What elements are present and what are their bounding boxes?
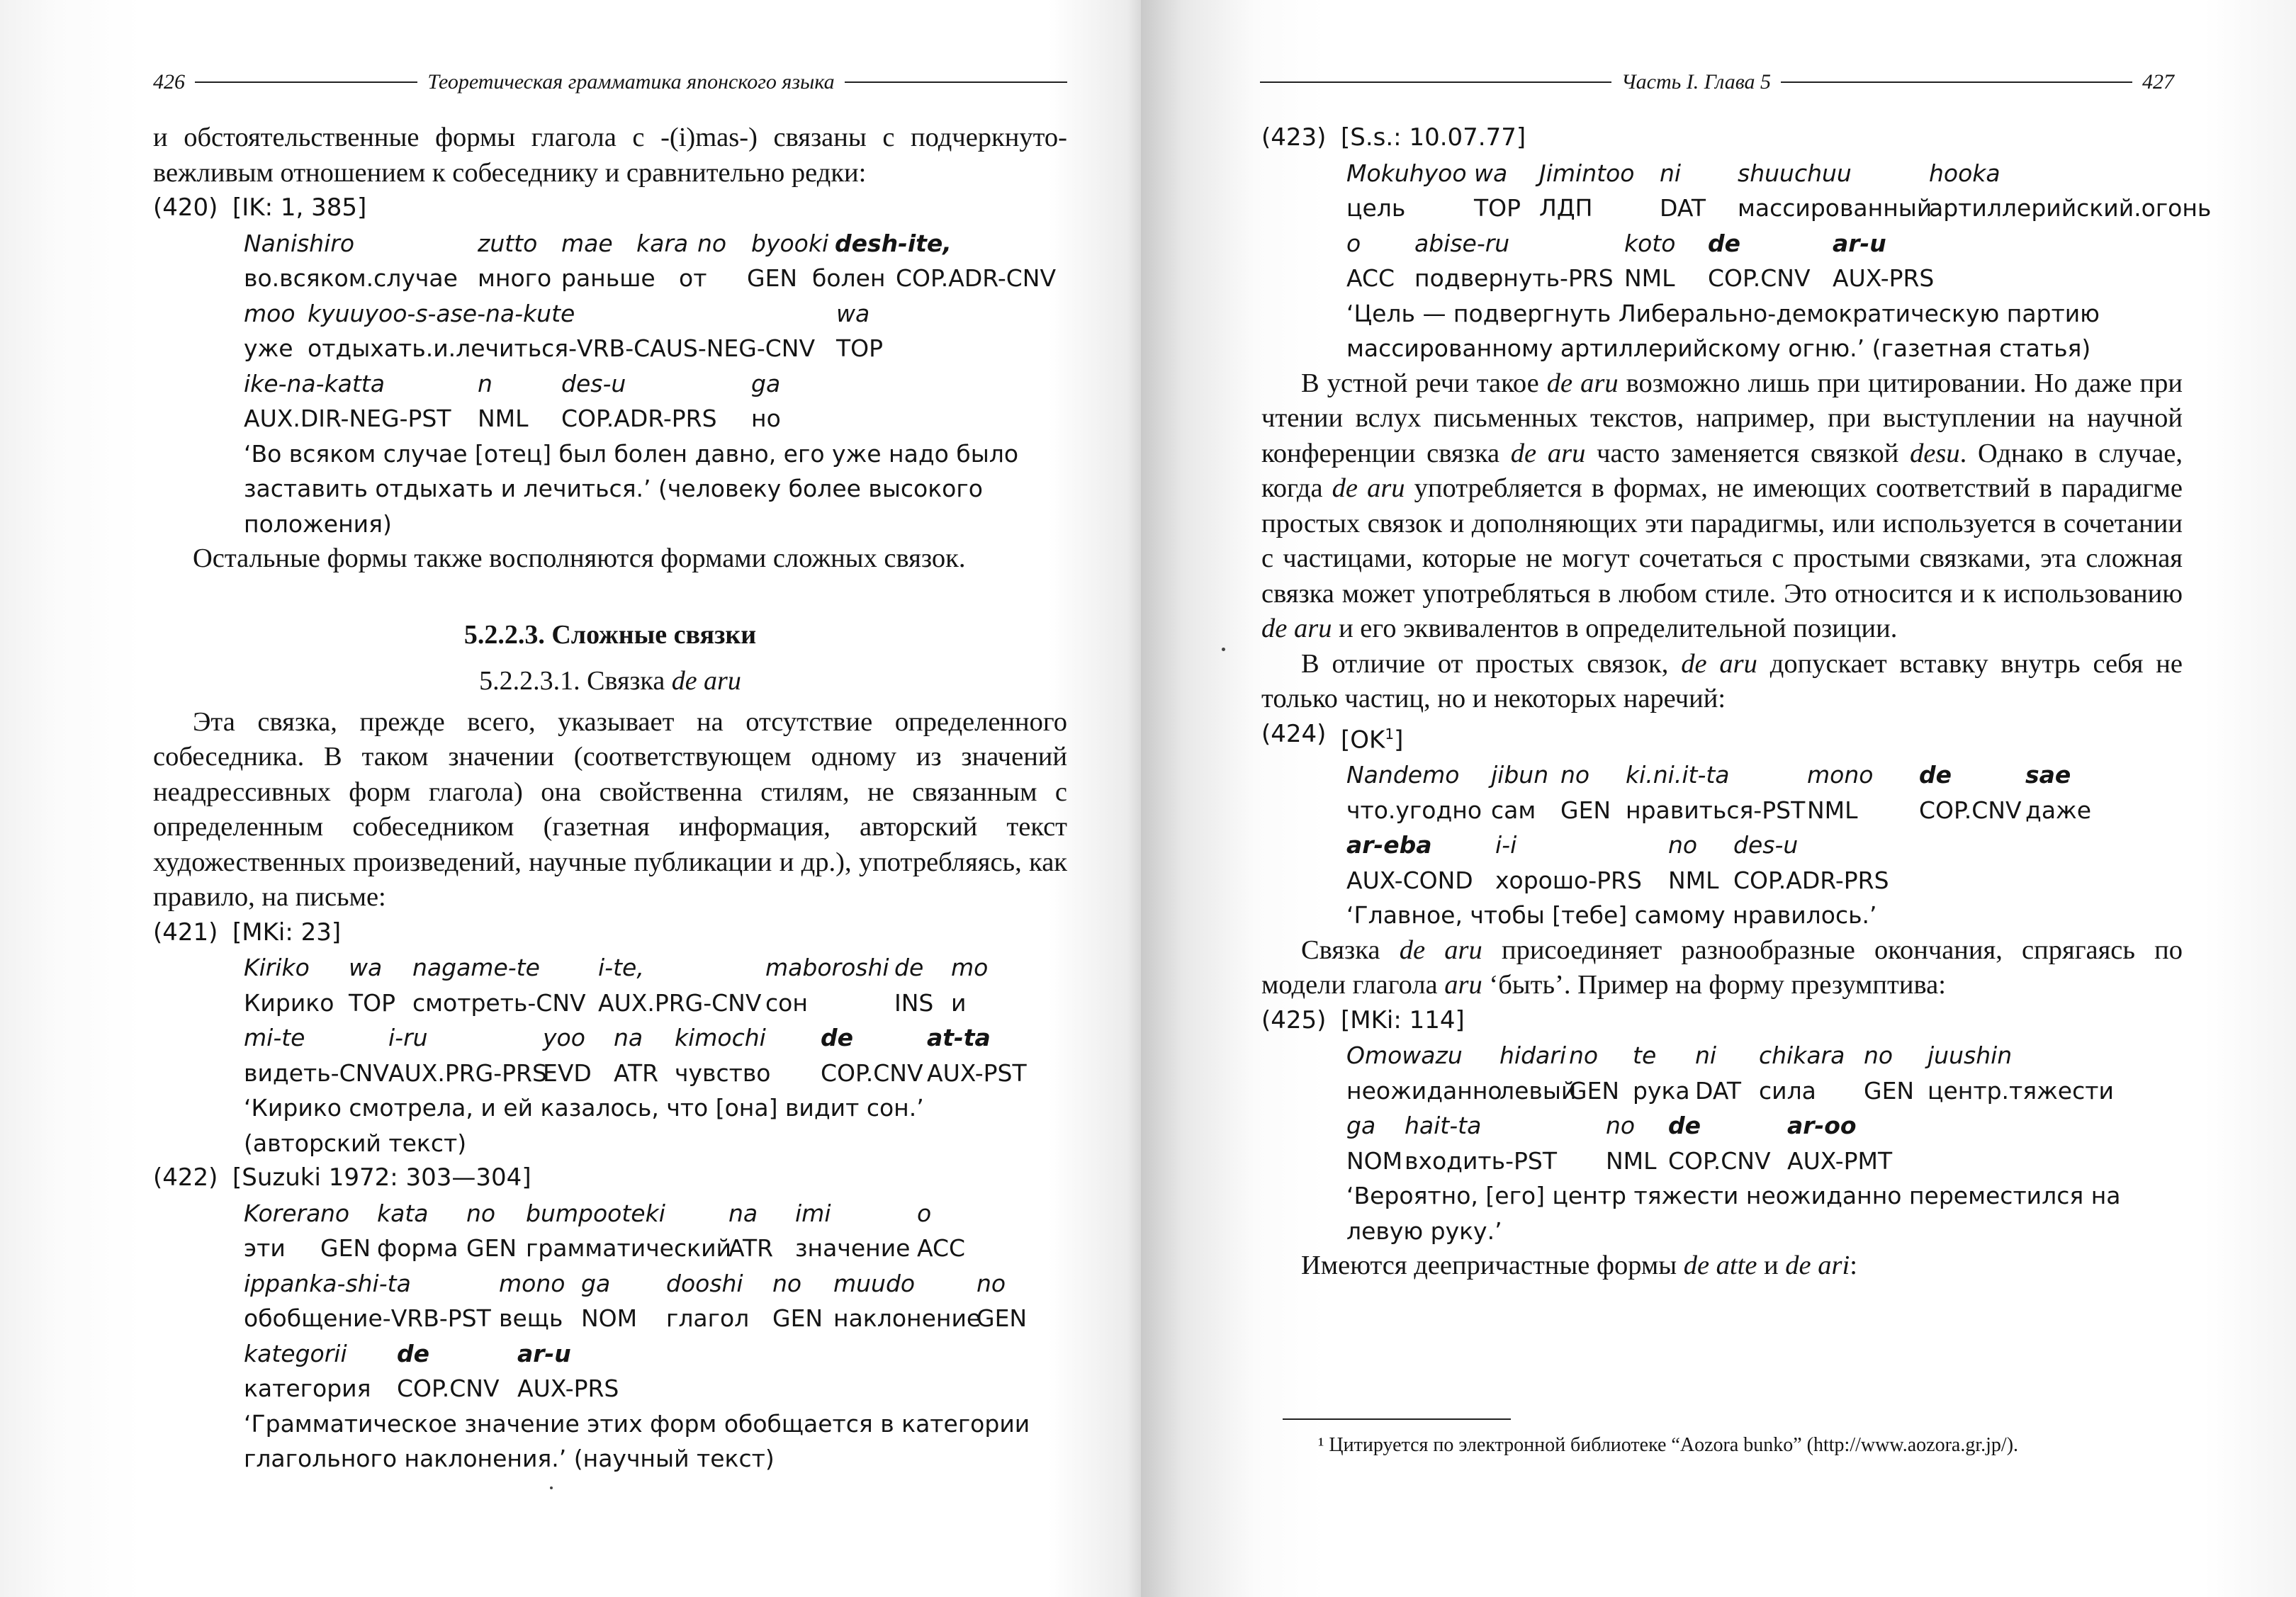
header-rule bbox=[1260, 81, 1611, 83]
gloss-line: цель TOP ЛДП DAT массированныйартиллерийский.огонь bbox=[1346, 194, 2212, 222]
header-rule bbox=[845, 81, 1067, 83]
running-title: Часть I. Глава 5 bbox=[1621, 70, 1772, 94]
running-header-right bbox=[1260, 68, 2174, 96]
example-number: (420) bbox=[153, 193, 218, 222]
scan-speck bbox=[1222, 648, 1225, 651]
translation: ‘Во всяком случае [отец] был болен давно, его уже надо было заставить отдыхать и лечиться.’ (человеку более высокого положения) bbox=[244, 439, 1019, 538]
gloss-line: ippanka-shi-ta mono ga dooshi no muudo no bbox=[244, 1269, 1006, 1297]
section-heading: 5.2.2.3. Сложные связки bbox=[463, 619, 757, 650]
paragraph: В отличие от простых связок, de aru допускает вставку внутрь себя не только частиц, но и некоторых наречий: bbox=[1261, 648, 2183, 713]
left-column bbox=[153, 120, 1067, 1477]
gloss-line: Mokuhyoo wa Jimintoo ni shuuchuu hooka bbox=[1346, 159, 2000, 187]
example-source: [IK: 1, 385] bbox=[232, 193, 367, 222]
paragraph: Связка de aru присоединяет разнообразные окончания, спрягаясь по модели глагола aru ‘быть’. Пример на форму презумптива: bbox=[1261, 935, 2183, 1000]
gloss-line: категория COP.CNV AUX-PRS bbox=[244, 1375, 619, 1402]
gloss-line: неожиданнолевыйGEN рука DAT сила GEN центр.тяжести bbox=[1346, 1076, 2114, 1105]
example-number: (425) bbox=[1261, 1005, 1327, 1034]
example-425 bbox=[1261, 1003, 2183, 1249]
gloss-line: ga hait-ta no de ar-oo bbox=[1346, 1112, 1857, 1140]
subsection-heading: 5.2.2.3.1. Связка de aru bbox=[479, 666, 741, 696]
gloss-line: Кирико TOP смотреть-CNV AUX.PRG-CNV сон INS и bbox=[244, 988, 967, 1017]
example-number: (424) bbox=[1261, 719, 1327, 748]
example-420 bbox=[153, 191, 1067, 541]
example-source: [MKi: 114] bbox=[1341, 1005, 1465, 1034]
gloss-line: во.всяком.случае много раньше от GEN болен COP.ADR-CNV bbox=[244, 264, 1057, 292]
gloss-line: эти GEN форма GEN грамматическийATR значение ACC bbox=[244, 1234, 966, 1262]
footnote: ¹ Цитируется по электронной библиотеке “Aozora bunko” (http://www.aozora.gr.jp/). bbox=[1318, 1434, 2019, 1456]
header-rule bbox=[1781, 81, 2132, 83]
running-title: Теоретическая грамматика японского языка bbox=[427, 70, 835, 94]
right-column bbox=[1261, 120, 2212, 1284]
translation: ‘Главное, чтобы [тебе] самому нравилось.’ bbox=[1346, 901, 1877, 930]
example-423 bbox=[1261, 120, 2212, 366]
example-421 bbox=[153, 915, 1067, 1161]
translation: ‘Кирико смотрела, и ей казалось, что [она] видит сон.’ (авторский текст) bbox=[244, 1094, 924, 1157]
translation: ‘Цель — подвергнуть Либерально-демократическую партию массированному артиллерийскому огню.’ (газетная статья) bbox=[1346, 299, 2100, 362]
gloss-line: уже отдыхать.и.лечиться-VRB-CAUS-NEG-CNV TOP bbox=[244, 334, 884, 362]
example-number: (422) bbox=[153, 1163, 218, 1192]
gloss-line: Nanishiro zutto mae kara no byooki desh-ite, bbox=[244, 229, 952, 257]
gloss-line: ike-na-katta n des-u ga bbox=[244, 369, 781, 397]
header-rule bbox=[195, 81, 417, 83]
page-number: 427 bbox=[2142, 70, 2174, 94]
paragraph: В устной речи такое de aru возможно лишь при цитировании. Но даже при чтении вслух письменных текстов, например, при выступлении на научной конференции связка de aru часто заменяется связкой desu. Однако в случае, когда de aru употребляется в формах, не имеющих соответствий в парадигме простых связок и дополняющих эти парадигмы, или используется в сочетании с частицами, которые не могут сочетаться с простыми связками, эта сложная связка может употребляться в любом стиле. Это относится и к использованию de aru и его эквивалентов в определительной позиции. bbox=[1261, 368, 2183, 643]
example-422 bbox=[153, 1161, 1067, 1477]
gloss-line: moo kyuuyoo-s-ase-na-kute wa bbox=[244, 299, 870, 327]
gloss-line: видеть-CNVAUX.PRG-PRSEVD ATR чувство COP.CNV AUX-PST bbox=[244, 1059, 1027, 1087]
page-number: 426 bbox=[153, 70, 185, 94]
example-source: [MKi: 23] bbox=[232, 918, 342, 947]
gloss-line: AUX-COND хорошо-PRS NML COP.ADR-PRS bbox=[1346, 866, 1889, 894]
translation: ‘Грамматическое значение этих форм обобщается в категории глагольного наклонения.’ (научный текст) bbox=[244, 1409, 1030, 1472]
gloss-line: mi-te i-ru yoo na kimochi de at-ta bbox=[244, 1024, 991, 1051]
gloss-line: o abise-ru koto de ar-u bbox=[1346, 229, 1886, 257]
gloss-line: ACC подвернуть-PRS NML COP.CNV AUX-PRS bbox=[1346, 264, 1935, 292]
gloss-line: обобщение-VRB-PST вещь NOM глагол GEN наклонениеGEN bbox=[244, 1304, 1028, 1332]
gloss-line: AUX.DIR-NEG-PST NML COP.ADR-PRS но bbox=[244, 405, 781, 432]
paragraph: Остальные формы также восполняются формами сложных связок. bbox=[193, 543, 966, 573]
gloss-line: Omowazu hidari no te ni chikara no juushin bbox=[1346, 1042, 2013, 1070]
translation: ‘Вероятно, [его] центр тяжести неожиданно переместился на левую руку.’ bbox=[1346, 1182, 2121, 1245]
gloss-line: Kiriko wa nagame-te i-te, maboroshi de mo bbox=[244, 954, 989, 981]
gloss-line: что.угодно сам GEN нравиться-PSTNML COP.CNV даже bbox=[1346, 796, 2092, 824]
footnote-rule bbox=[1283, 1418, 1511, 1420]
gloss-line: Nandemo jibun no ki.ni.it-ta mono de sae bbox=[1346, 761, 2071, 789]
gloss-line: Korerano kata no bumpooteki na imi o bbox=[244, 1199, 932, 1227]
example-source: [Suzuki 1972: 303—304] bbox=[232, 1163, 531, 1192]
scan-speck bbox=[550, 1486, 553, 1489]
left-page bbox=[0, 0, 1141, 1597]
paragraph: и обстоятельственные формы глагола с -(i)mas-) связаны с подчеркнуто-вежливым отношением к собеседнику и сравнительно редки: bbox=[153, 123, 1067, 188]
gloss-line: ar-eba i-i no des-u bbox=[1346, 831, 1799, 859]
example-source: $[OK^1]$ bbox=[1341, 725, 1404, 754]
paragraph: Имеются деепричастные формы de atte и de ari: bbox=[1301, 1251, 1857, 1281]
example-424 bbox=[1261, 717, 2183, 933]
right-page bbox=[1141, 0, 2296, 1597]
example-number: (421) bbox=[153, 918, 218, 947]
gloss-line: NOMвходить-PST NML COP.CNV AUX-PMT bbox=[1346, 1146, 1893, 1175]
paragraph: Эта связка, прежде всего, указывает на отсутствие определенного собеседника. В таком значении (соответствующем одному из значений неадрессивных форм глагола) она свойственна стилям, не связанным с определенным собеседником (газетная информация, авторский текст художественных произведений, научные публикации и др.), употребляясь, как правило, на письме: bbox=[153, 706, 1067, 912]
example-source: [S.s.: 10.07.77] bbox=[1341, 123, 1526, 152]
example-number: (423) bbox=[1261, 123, 1327, 152]
running-header-left bbox=[153, 68, 1067, 96]
gloss-line: kategorii de ar-u bbox=[244, 1339, 571, 1367]
